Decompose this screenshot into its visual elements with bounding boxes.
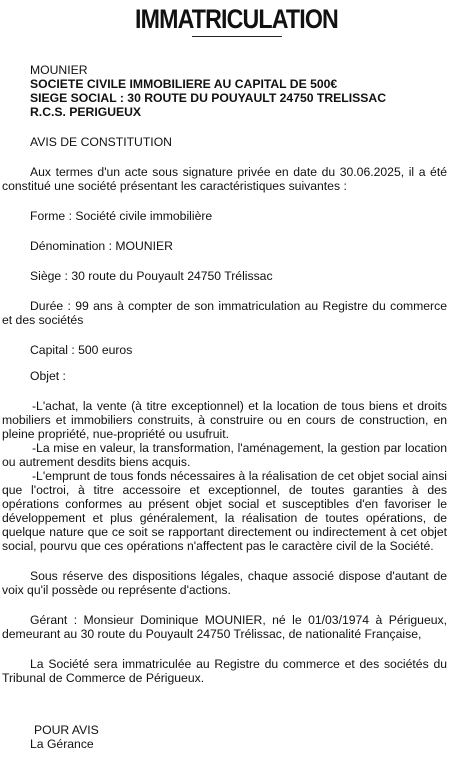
voting-paragraph: Sous réserve des dispositions légales, chaque associé dispose d'autant de voix qu'il possède ou représente d'actions. bbox=[2, 569, 447, 597]
capital-line: Capital : 500 euros bbox=[30, 343, 133, 357]
company-name: MOUNIER bbox=[30, 63, 88, 77]
title-underline bbox=[192, 36, 282, 37]
signature-line: La Gérance bbox=[30, 737, 94, 751]
gerant-paragraph: Gérant : Monsieur Dominique MOUNIER, né le 01/03/1974 à Périgueux, demeurant au 30 route du Pouyault 24750 Trélissac, de nationalité Française, bbox=[2, 613, 447, 641]
objet-label: Objet : bbox=[30, 369, 66, 383]
header-line-capital: SOCIETE CIVILE IMMOBILIERE AU CAPITAL DE 500€ bbox=[30, 77, 338, 91]
denomination-line: Dénomination : MOUNIER bbox=[30, 239, 173, 253]
objet-item-3: -L'emprunt de tous fonds nécessaires à la réalisation de cet objet social ainsi que l'octroi, à titre accessoire et exceptionnel, de toutes garanties à des opérations conformes au présent objet social et susceptibles d'en favoriser le développement et plus généralement, la réalisation de toutes opérations, de quelque nature que ce soit se rapportant directement ou indirectement à cet objet social, pourvu que ces opérations n'affectent pas le caractère civil de la Société. bbox=[2, 469, 447, 553]
forme-line: Forme : Société civile immobilière bbox=[30, 209, 213, 223]
duree-paragraph: Durée : 99 ans à compter de son immatriculation au Registre du commerce et des sociétés bbox=[2, 299, 447, 327]
header-line-siege: SIEGE SOCIAL : 30 ROUTE DU POUYAULT 24750 TRELISSAC bbox=[30, 91, 387, 105]
closing-line: POUR AVIS bbox=[34, 723, 99, 737]
siege-line: Siège : 30 route du Pouyault 24750 Trélissac bbox=[30, 269, 273, 283]
intro-paragraph: Aux termes d'un acte sous signature privée en date du 30.06.2025, il a été constitué une société présentant les caractéristiques suivantes : bbox=[2, 165, 447, 193]
objet-item-2: -La mise en valeur, la transformation, l'aménagement, la gestion par location ou autrement desdits biens acquis. bbox=[2, 441, 447, 469]
notice-type: AVIS DE CONSTITUTION bbox=[30, 135, 172, 149]
header-line-rcs: R.C.S. PERIGUEUX bbox=[30, 105, 142, 119]
registration-paragraph: La Société sera immatriculée au Registre du commerce et des sociétés du Tribunal de Commerce de Périgueux. bbox=[2, 657, 447, 685]
notice-title: IMMATRICULATION bbox=[135, 4, 338, 34]
notice-body bbox=[2, 63, 470, 751]
objet-item-1: -L'achat, la vente (à titre exceptionnel) et la location de tous biens et droits mobiliers et immobiliers construits, à construire ou en cours de construction, en pleine propriété, nue-propriété ou usufruit. bbox=[2, 399, 447, 441]
